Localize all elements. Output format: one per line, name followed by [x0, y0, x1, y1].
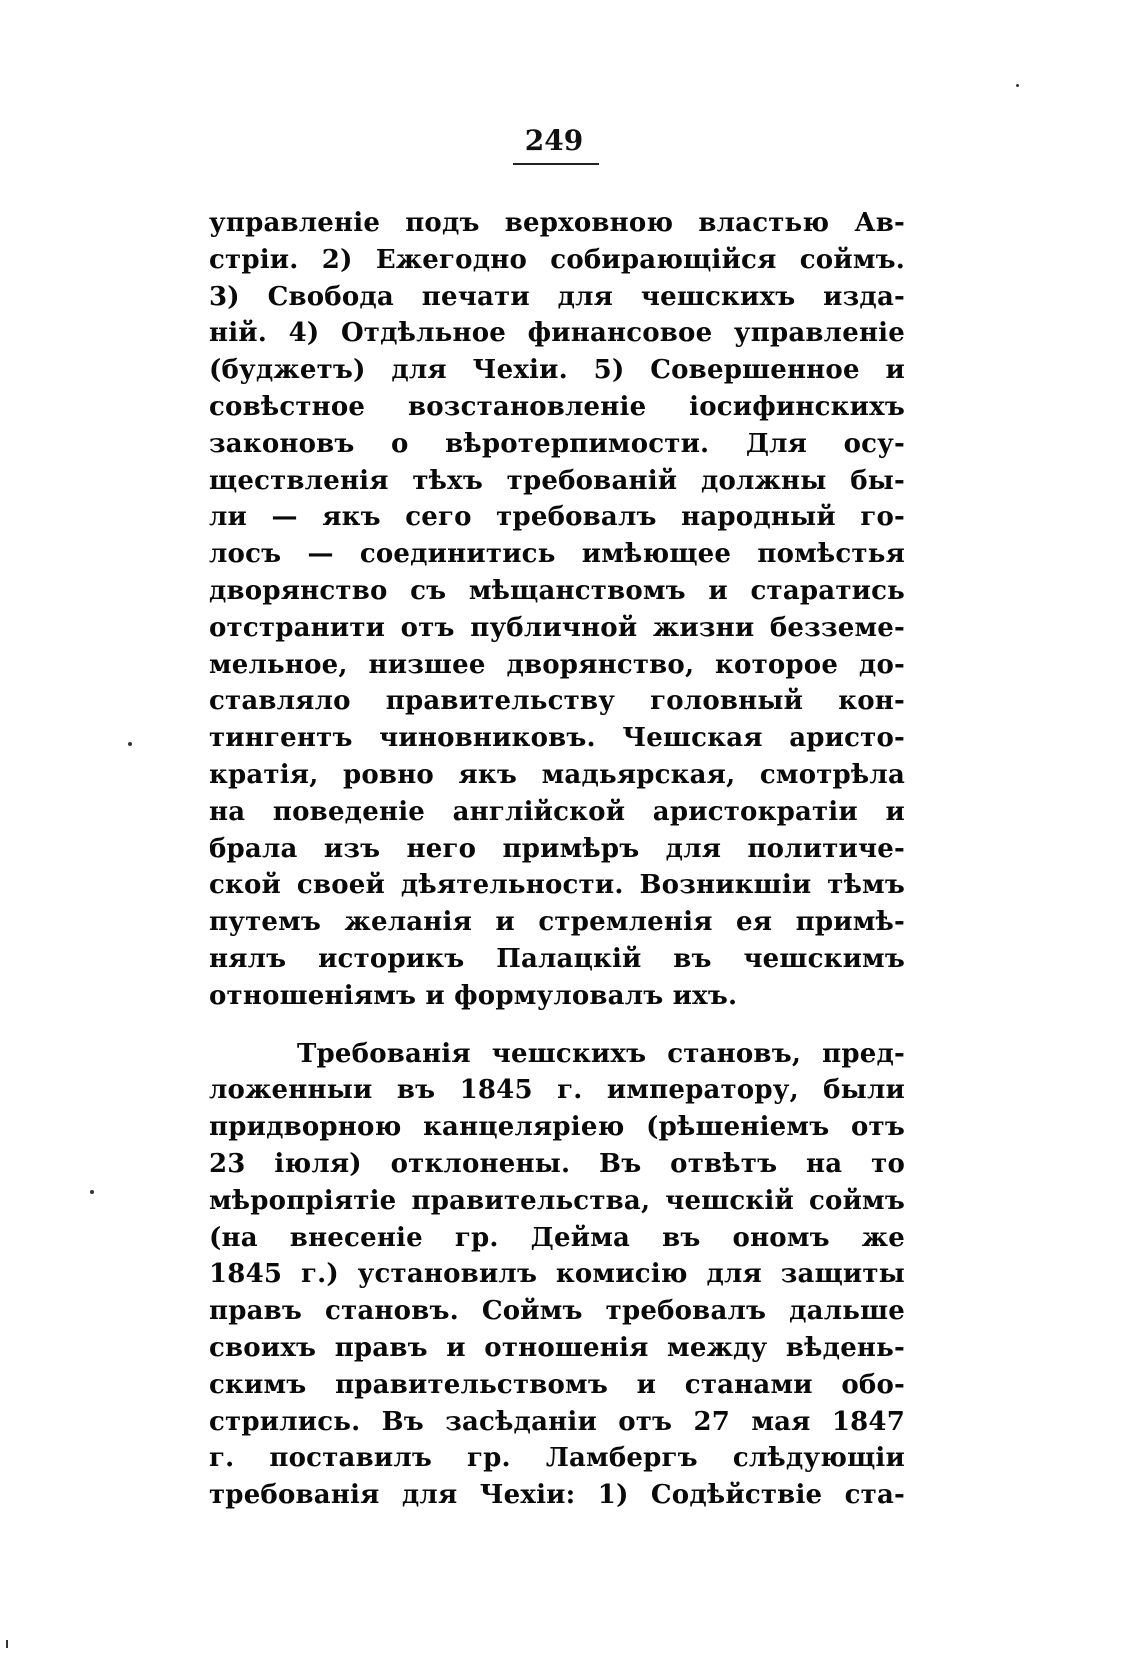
scan-speck: [90, 1190, 94, 1194]
text-line: нялъ историкъ Палацкій въ чешскимъ: [209, 943, 905, 974]
text-line: стрились. Въ засѣданіи отъ 27 мая 1847: [209, 1406, 905, 1437]
scan-speck: [1016, 84, 1019, 87]
text-line: ской своей дѣятельности. Возникшіи тѣмъ: [209, 870, 905, 901]
text-line: своихъ правъ и отношенія между вѣдень-: [209, 1332, 905, 1363]
text-line: путемъ желанія и стремленія ея примѣ-: [209, 907, 905, 938]
text-line: 1845 г.) установилъ комисію для защиты: [209, 1259, 905, 1290]
text-line: кратія, ровно якъ мадьярская, смотрѣла: [209, 759, 905, 790]
text-line: Требованія чешскихъ становъ, пред-: [297, 1038, 905, 1069]
text-line: управленіе подъ верховною властью Ав-: [209, 208, 905, 238]
paragraph-1: [209, 205, 905, 1015]
page-number: 249: [524, 124, 584, 157]
text-line: ществленія тѣхъ требованій должны бы-: [209, 465, 905, 496]
text-line: законовъ о вѣротерпимости. Для осу-: [209, 428, 905, 459]
text-line: мельное, низшее дворянство, которое до-: [209, 649, 905, 680]
text-line: совѣстное возстановленіе іосифинскихъ: [209, 391, 905, 422]
text-line: 3) Свобода печати для чешскихъ изда-: [209, 281, 905, 312]
body-text: [209, 205, 905, 1514]
text-line: отстранити отъ публичной жизни безземе-: [209, 612, 905, 643]
scan-speck: [6, 1640, 8, 1648]
paragraph-spacer: [209, 1015, 905, 1036]
scan-speck: [128, 742, 132, 746]
text-line: 23 іюля) отклонены. Въ отвѣтъ на то: [209, 1148, 905, 1179]
text-line: стріи. 2) Ежегодно собирающійся соймъ.: [209, 244, 905, 275]
text-line: отношеніямъ и формуловалъ ихъ.: [209, 980, 738, 1011]
paragraph-2: [209, 1036, 905, 1514]
text-line: (на внесеніе гр. Дейма въ ономъ же: [209, 1222, 905, 1253]
text-line: (буджетъ) для Чехіи. 5) Совершенное и: [209, 355, 905, 386]
page-number-underline: [513, 163, 599, 165]
text-line: ній. 4) Отдѣльное финансовое управленіе: [209, 318, 905, 349]
text-line: требованія для Чехіи: 1) Содѣйствіе ста-: [209, 1480, 905, 1511]
text-line: ставляло правительству головный кон-: [209, 686, 905, 717]
text-line: брала изъ него примѣръ для политиче-: [209, 833, 905, 864]
text-line: придворною канцеляріею (рѣшеніемъ отъ: [209, 1112, 905, 1143]
text-line: дворянство съ мѣщанствомъ и старатись: [209, 575, 905, 606]
text-line: мѣропріятіе правительства, чешскій соймъ: [209, 1185, 905, 1216]
text-line: тингентъ чиновниковъ. Чешская аристо-: [209, 723, 905, 754]
text-line: ли — якъ сего требовалъ народный го-: [209, 502, 905, 533]
text-line: ложенныи въ 1845 г. императору, были: [209, 1075, 905, 1106]
text-line: г. поставилъ гр. Ламбергъ слѣдующіи: [209, 1443, 905, 1474]
text-line: лосъ — соединитись имѣющее помѣстья: [209, 539, 905, 570]
text-line: правъ становъ. Соймъ требовалъ дальше: [209, 1296, 905, 1327]
text-line: на поведеніе англійской аристократіи и: [209, 796, 905, 827]
text-line: скимъ правительствомъ и станами обо-: [209, 1369, 905, 1400]
